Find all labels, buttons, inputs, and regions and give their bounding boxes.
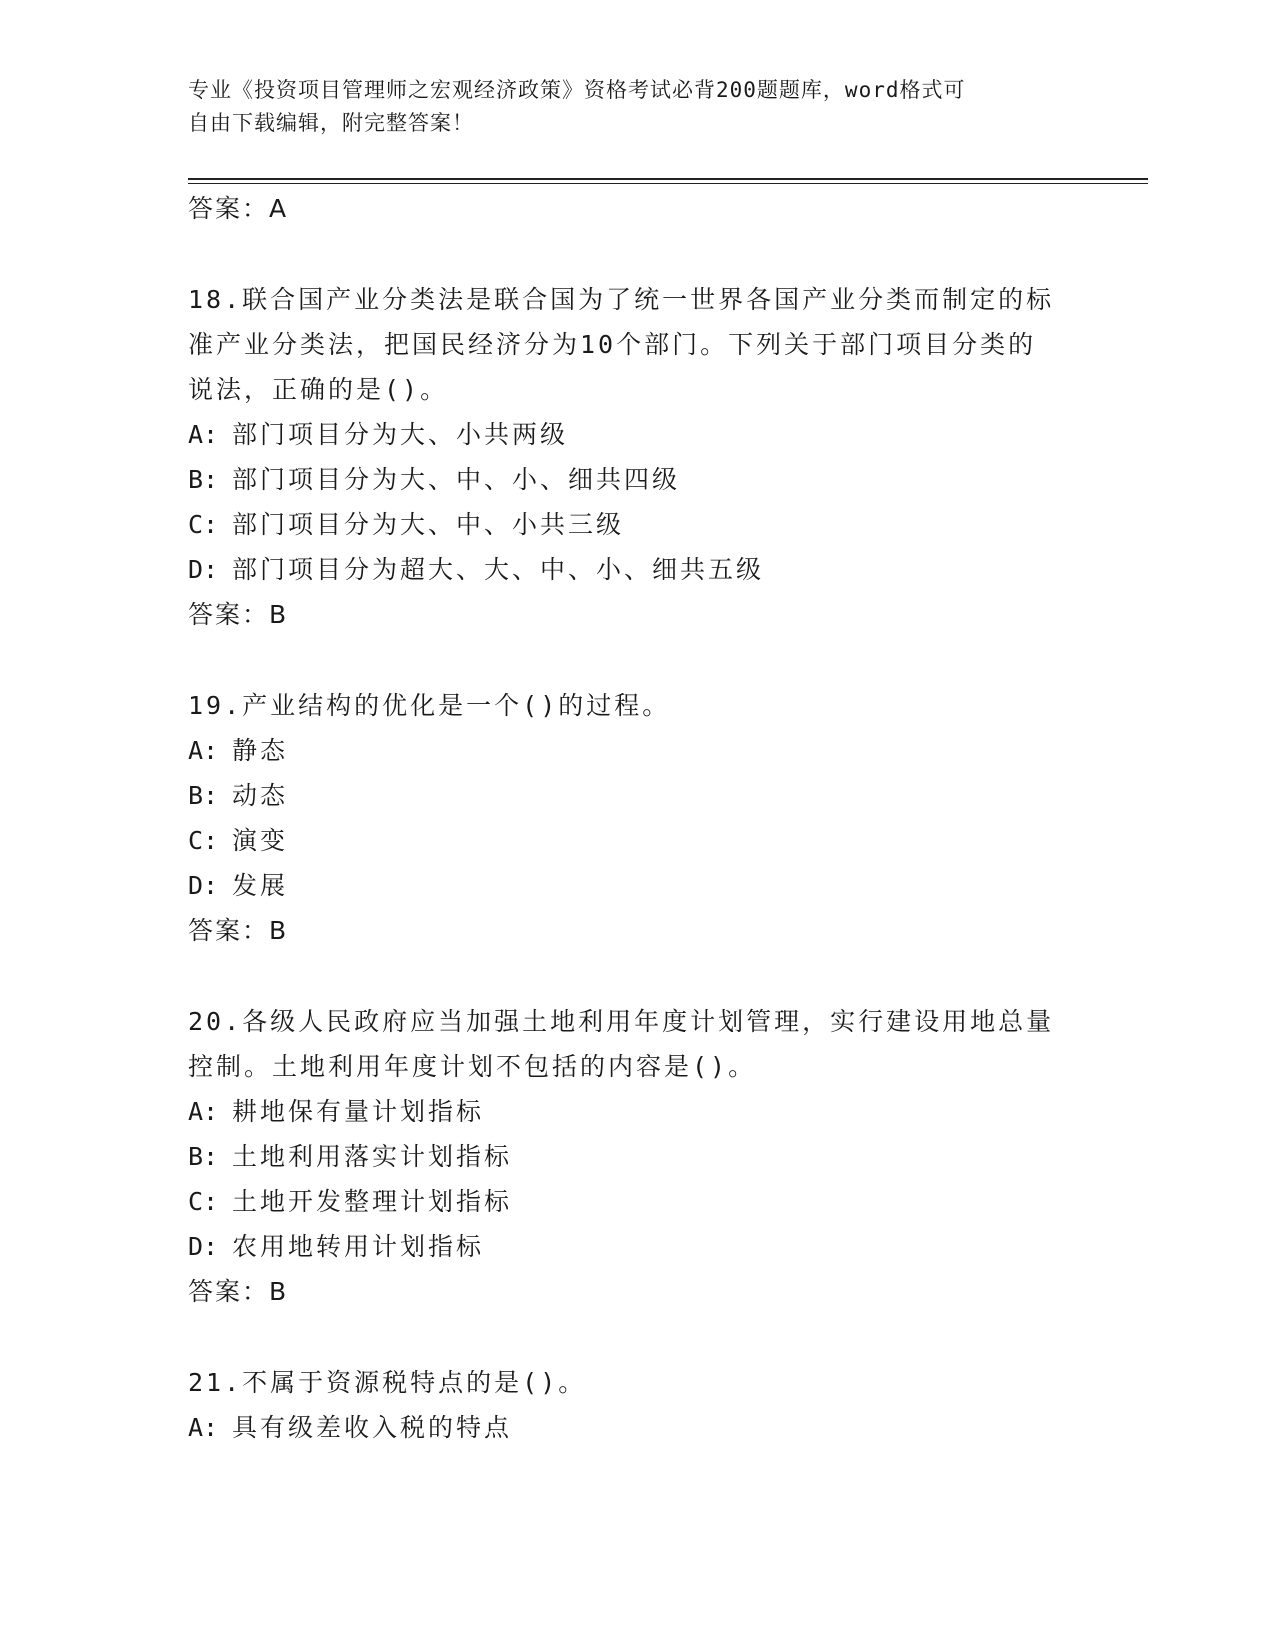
option-text: 具有级差收入税的特点: [232, 1413, 513, 1442]
answer-option: [188, 1089, 1148, 1134]
option-text: 土地开发整理计划指标: [232, 1187, 513, 1216]
option-letter: A:: [188, 420, 219, 449]
option-text: 部门项目分为超大、大、中、小、细共五级: [232, 555, 765, 584]
option-letter: C:: [188, 510, 219, 539]
answer-option: [188, 863, 1148, 908]
option-text: 静态: [232, 736, 289, 765]
option-text: 部门项目分为大、中、小共三级: [232, 510, 625, 539]
question-list: [188, 186, 1148, 1450]
question-stem-line: 准产业分类法，把国民经济分为10个部门。下列关于部门项目分类的: [188, 330, 1037, 359]
answer-key: 答案：B: [188, 1277, 289, 1306]
question-block: [188, 1360, 1148, 1450]
question-stem-line: 控制。土地利用年度计划不包括的内容是()。: [188, 1052, 757, 1081]
question-stem-line: 说法，正确的是()。: [188, 375, 449, 404]
answer-option: [188, 773, 1148, 818]
answer-option: [188, 1179, 1148, 1224]
question-block: [188, 683, 1148, 953]
header-divider-thick: [188, 178, 1148, 180]
option-letter: B:: [188, 465, 219, 494]
option-letter: A:: [188, 1097, 219, 1126]
answer-option: [188, 502, 1148, 547]
option-letter: D:: [188, 871, 219, 900]
option-text: 部门项目分为大、中、小、细共四级: [232, 465, 681, 494]
option-text: 演变: [232, 826, 289, 855]
option-text: 土地利用落实计划指标: [232, 1142, 513, 1171]
question-stem-line: 21.不属于资源税特点的是()。: [188, 1368, 587, 1397]
option-letter: D:: [188, 555, 219, 584]
option-letter: A:: [188, 736, 219, 765]
answer-option: [188, 728, 1148, 773]
question-stem: [188, 277, 1148, 412]
previous-answer: 答案：A: [188, 194, 289, 223]
option-letter: D:: [188, 1232, 219, 1261]
answer-option: [188, 457, 1148, 502]
option-letter: B:: [188, 1142, 219, 1171]
question-stem: [188, 999, 1148, 1089]
option-text: 动态: [232, 781, 289, 810]
answer-option: [188, 547, 1148, 592]
answer-option: [188, 1405, 1148, 1450]
answer-option: [188, 1224, 1148, 1269]
option-text: 农用地转用计划指标: [232, 1232, 485, 1261]
header-line-1: 专业《投资项目管理师之宏观经济政策》资格考试必背200题题库，word格式可: [188, 78, 966, 102]
question-stem-line: 19.产业结构的优化是一个()的过程。: [188, 691, 671, 720]
header-divider-thin: [188, 183, 1148, 184]
answer-option: [188, 412, 1148, 457]
option-letter: A:: [188, 1413, 219, 1442]
question-stem: [188, 683, 1148, 728]
answer-option: [188, 818, 1148, 863]
answer-key: 答案：B: [188, 600, 289, 629]
document-header: [188, 74, 1068, 140]
question-block: [188, 999, 1148, 1314]
question-stem: [188, 1360, 1148, 1405]
question-stem-line: 18.联合国产业分类法是联合国为了统一世界各国产业分类而制定的标: [188, 285, 1055, 314]
answer-option: [188, 1134, 1148, 1179]
option-letter: B:: [188, 781, 219, 810]
option-text: 耕地保有量计划指标: [232, 1097, 485, 1126]
option-letter: C:: [188, 826, 219, 855]
question-block: [188, 277, 1148, 637]
answer-key: 答案：B: [188, 916, 289, 945]
option-text: 发展: [232, 871, 289, 900]
question-stem-line: 20.各级人民政府应当加强土地利用年度计划管理，实行建设用地总量: [188, 1007, 1055, 1036]
header-line-2: 自由下载编辑，附完整答案！: [188, 111, 474, 135]
option-letter: C:: [188, 1187, 219, 1216]
option-text: 部门项目分为大、小共两级: [232, 420, 569, 449]
